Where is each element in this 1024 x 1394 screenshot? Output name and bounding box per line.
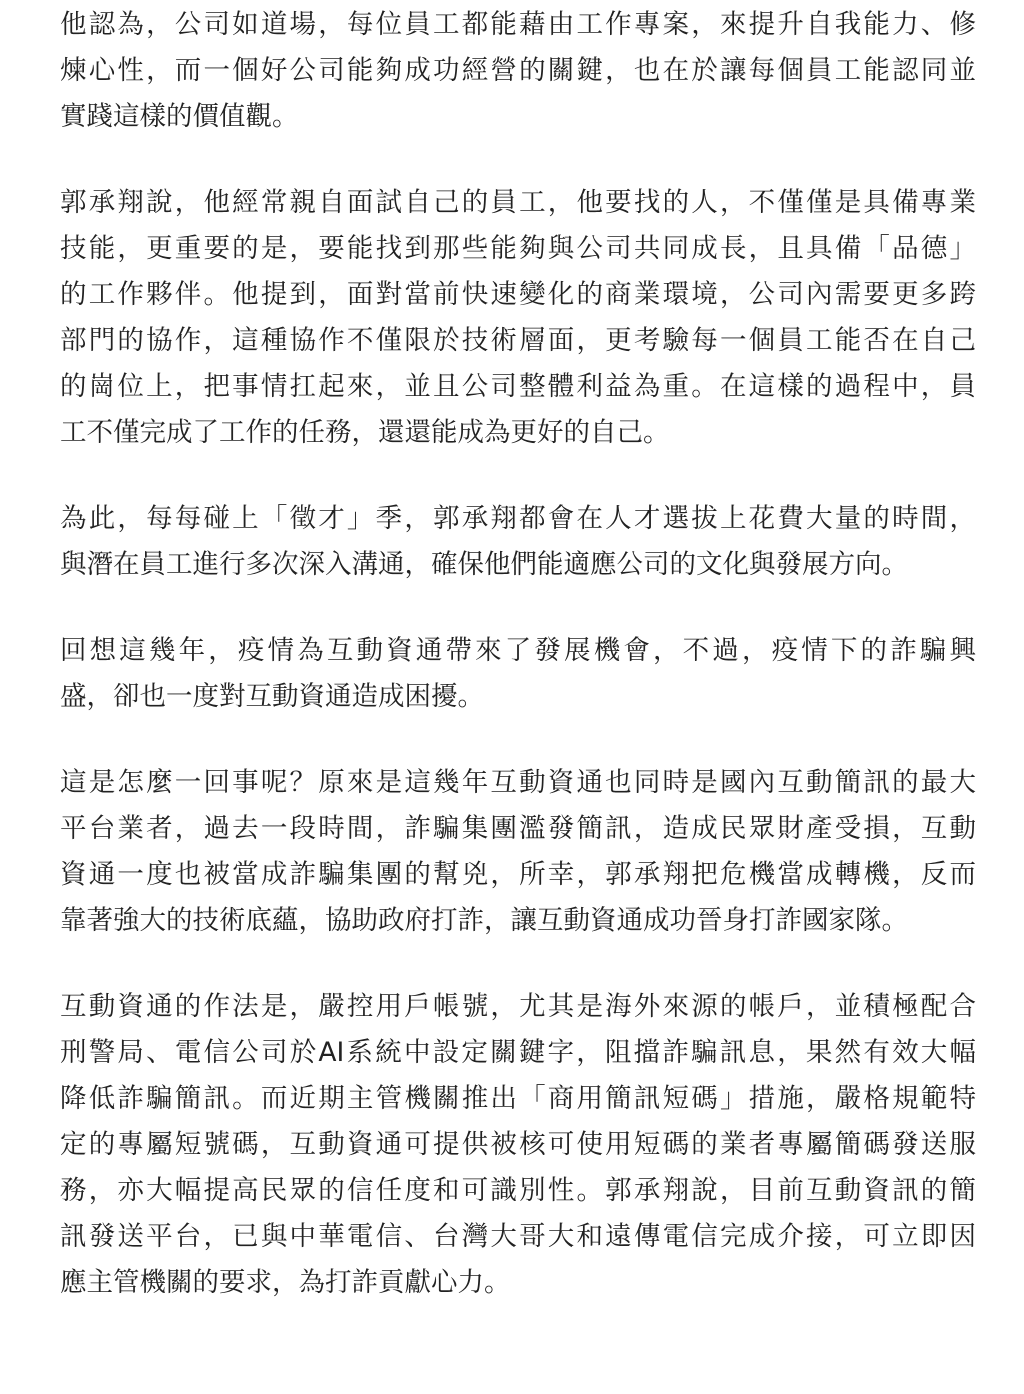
text-line: 務，亦大幅提高民眾的信任度和可識別性。郭承翔說，目前互動資訊的簡: [60, 1175, 976, 1206]
text-line: 這是怎麼一回事呢？原來是這幾年互動資通也同時是國內互動簡訊的最大: [60, 767, 976, 798]
text-line: 訊發送平台，已與中華電信、台灣大哥大和遠傳電信完成介接，可立即因: [60, 1221, 976, 1252]
text-line: 與潛在員工進行多次深入溝通，確保他們能適應公司的文化與發展方向。: [60, 549, 908, 580]
paragraph-6: [60, 984, 976, 1306]
text-line: 技能，更重要的是，要能找到那些能夠與公司共同成長，且具備「品德」: [60, 233, 976, 264]
text-line: 部門的協作，這種協作不僅限於技術層面，更考驗每一個員工能否在自己: [60, 325, 976, 356]
article-body: [60, 2, 976, 1306]
text-line: 資通一度也被當成詐騙集團的幫兇，所幸，郭承翔把危機當成轉機，反而: [60, 859, 976, 890]
text-line: 盛，卻也一度對互動資通造成困擾。: [60, 681, 484, 712]
text-line: 實踐這樣的價值觀。: [60, 101, 299, 132]
text-line: 刑警局、電信公司於AI系統中設定關鍵字，阻擋詐騙訊息，果然有效大幅: [60, 1037, 976, 1068]
text-line: 定的專屬短號碼，互動資通可提供被核可使用短碼的業者專屬簡碼發送服: [60, 1129, 976, 1160]
text-line: 的崗位上，把事情扛起來，並且公司整體利益為重。在這樣的過程中，員: [60, 371, 976, 402]
text-line: 郭承翔說，他經常親自面試自己的員工，他要找的人，不僅僅是具備專業: [60, 187, 976, 218]
paragraph-2: [60, 180, 976, 456]
paragraph-1: [60, 2, 976, 140]
text-line: 為此，每每碰上「徵才」季，郭承翔都會在人才選拔上花費大量的時間，: [60, 503, 976, 534]
text-line: 降低詐騙簡訊。而近期主管機關推出「商用簡訊短碼」措施，嚴格規範特: [60, 1083, 976, 1114]
text-line: 互動資通的作法是，嚴控用戶帳號，尤其是海外來源的帳戶，並積極配合: [60, 991, 976, 1022]
paragraph-3: [60, 496, 976, 588]
text-line: 工不僅完成了工作的任務，還還能成為更好的自己。: [60, 417, 670, 448]
paragraph-4: [60, 628, 976, 720]
text-line: 他認為，公司如道場，每位員工都能藉由工作專案，來提升自我能力、修: [60, 9, 976, 40]
text-line: 回想這幾年，疫情為互動資通帶來了發展機會，不過，疫情下的詐騙興: [60, 635, 976, 666]
text-line: 靠著強大的技術底蘊，協助政府打詐，讓互動資通成功晉身打詐國家隊。: [60, 905, 908, 936]
text-line: 應主管機關的要求，為打詐貢獻心力。: [60, 1267, 511, 1298]
paragraph-5: [60, 760, 976, 944]
text-line: 平台業者，過去一段時間，詐騙集團濫發簡訊，造成民眾財產受損，互動: [60, 813, 976, 844]
text-line: 煉心性，而一個好公司能夠成功經營的關鍵，也在於讓每個員工能認同並: [60, 55, 976, 86]
text-line: 的工作夥伴。他提到，面對當前快速變化的商業環境，公司內需要更多跨: [60, 279, 976, 310]
